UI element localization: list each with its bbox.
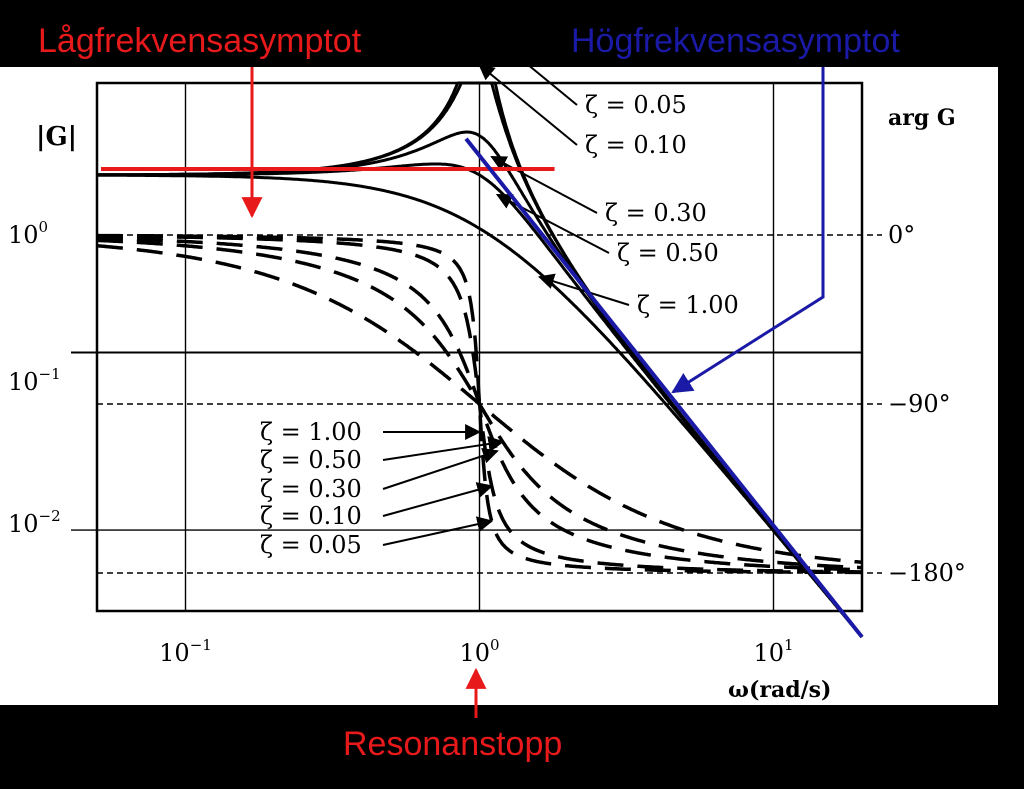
phase-tick-label: −180° bbox=[888, 559, 966, 587]
magnitude-axis-label: |G| bbox=[36, 122, 78, 152]
magnitude-series-label: ζ = 1.00 bbox=[637, 291, 739, 319]
magnitude-series-label: ζ = 0.50 bbox=[617, 239, 719, 267]
phase-series-label: ζ = 0.50 bbox=[260, 446, 362, 474]
phase-series-label: ζ = 0.10 bbox=[260, 502, 362, 530]
magnitude-series-label: ζ = 0.10 bbox=[585, 131, 687, 159]
y-tick-label: $10^{-1}$ bbox=[8, 365, 61, 396]
high-asymptote-arrow bbox=[673, 67, 823, 392]
asymptotes bbox=[101, 139, 862, 637]
phase-leader bbox=[383, 521, 492, 545]
phase-series-label: ζ = 0.05 bbox=[260, 531, 362, 559]
x-tick-label: $10^0$ bbox=[459, 636, 500, 667]
y-tick-label: $10^0$ bbox=[8, 218, 49, 249]
magnitude-series-label: ζ = 0.30 bbox=[605, 199, 707, 227]
phase-tick-label: −90° bbox=[888, 390, 951, 418]
phase-axis-label: arg G bbox=[888, 105, 956, 131]
phase-tick-label: 0° bbox=[888, 221, 916, 249]
x-tick-label: $10^1$ bbox=[753, 636, 794, 667]
phase-leader bbox=[383, 486, 492, 516]
phase-series-label: ζ = 0.30 bbox=[260, 475, 362, 503]
magnitude-leader bbox=[540, 277, 629, 305]
low-asymptote-annotation: Lågfrekvensasymptot bbox=[38, 22, 362, 60]
magnitude-leader bbox=[480, 65, 578, 145]
magnitude-series-label: ζ = 0.05 bbox=[585, 91, 687, 119]
x-axis-label: ω(rad/s) bbox=[728, 677, 832, 703]
phase-series-label: ζ = 1.00 bbox=[260, 418, 362, 446]
x-tick-label: $10^{-1}$ bbox=[159, 636, 212, 667]
y-tick-label: $10^{-2}$ bbox=[8, 507, 61, 538]
magnitude-leader bbox=[492, 157, 597, 213]
high-asymptote-annotation: Högfrekvensasymptot bbox=[571, 22, 900, 60]
resonance-annotation: Resonanstopp bbox=[343, 725, 563, 763]
